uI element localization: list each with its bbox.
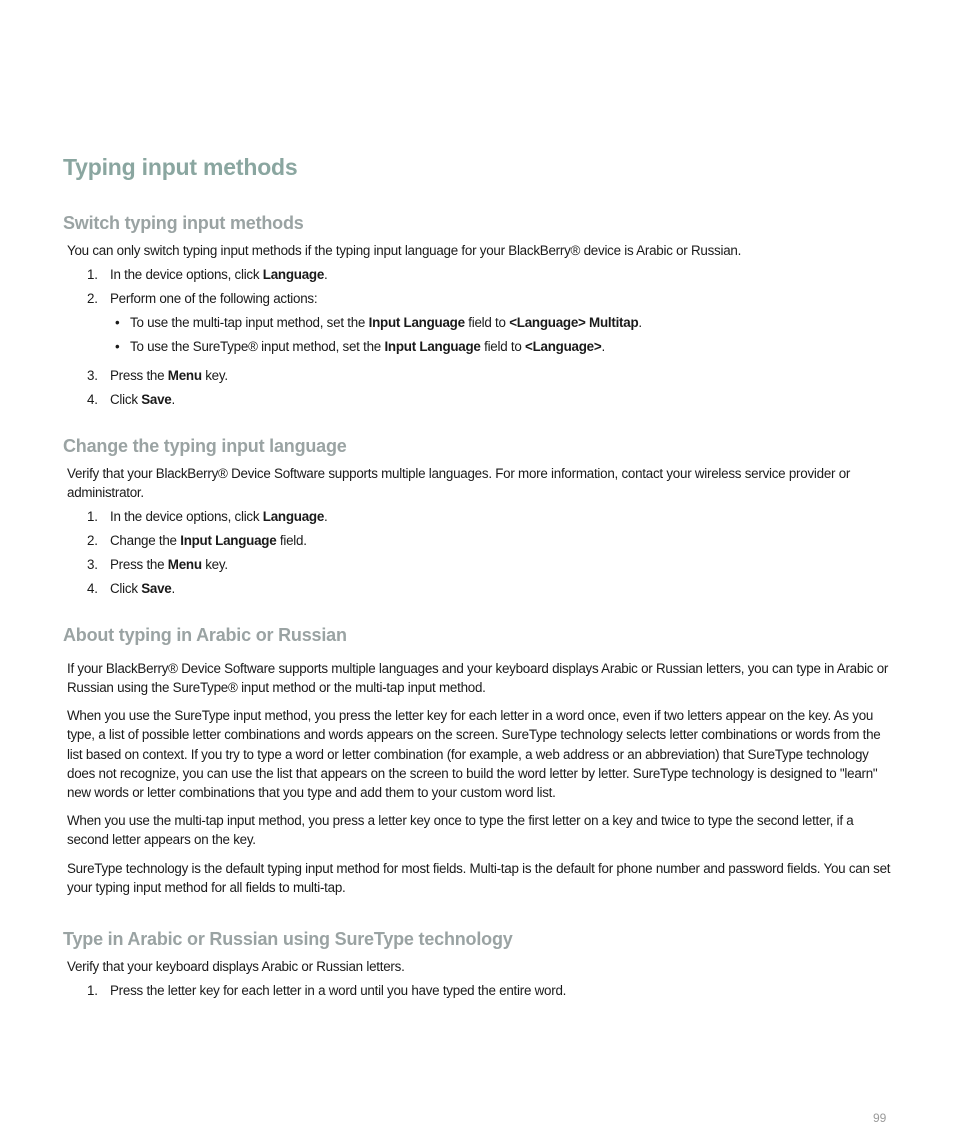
about-paragraph-4: SureType technology is the default typing input method for most fields. Multi-tap is the default for phone number and password fields. You can set your typing input method for all fields to multi-tap.	[67, 861, 891, 896]
step-number: 2.	[87, 533, 98, 548]
about-paragraph-3: When you use the multi-tap input method, you press a letter key once to type the first letter on a key and twice to type the second letter, if a second letter appears on the key.	[67, 813, 854, 848]
step-text: Press the	[110, 557, 168, 572]
step-text: In the device options, click	[110, 509, 263, 524]
step-bold: Save	[141, 581, 172, 596]
step-text: key.	[201, 368, 228, 383]
step-text: Press the letter key for each letter in a word until you have typed the entire word.	[110, 983, 567, 998]
heading-change-typing-input-language: Change the typing input language	[63, 436, 347, 456]
bullet-bold: Input Language	[384, 339, 481, 354]
step-text: .	[171, 392, 175, 407]
step-text: Press the	[110, 368, 168, 383]
switch-bullet-1	[115, 313, 895, 332]
heading-switch-typing-input-methods: Switch typing input methods	[63, 213, 304, 233]
step-text: Perform one of the following actions:	[110, 291, 318, 306]
bullet-text: field to	[480, 339, 526, 354]
step-text: .	[324, 267, 328, 282]
change-intro: Verify that your BlackBerry® Device Software supports multiple languages. For more information, contact your wireless service provider or administrator.	[67, 466, 851, 501]
step-text: field.	[276, 533, 307, 548]
bullet-text: field to	[464, 315, 510, 330]
step-bold: Language	[262, 267, 325, 282]
switch-step-3	[87, 366, 887, 385]
step-number: 4.	[87, 581, 98, 596]
bullet-text: .	[638, 315, 642, 330]
step-bold: Menu	[167, 557, 202, 572]
page-title: Typing input methods	[63, 154, 298, 180]
step-number: 3.	[87, 368, 98, 383]
bullet-bold: <Language> Multitap	[509, 315, 639, 330]
switch-step-1	[87, 265, 887, 284]
step-number: 1.	[87, 267, 98, 282]
bullet-dot: •	[115, 339, 120, 354]
switch-intro: You can only switch typing input methods if the typing input language for your BlackBerry® device is Arabic or Russian.	[67, 243, 742, 258]
step-text: .	[171, 581, 175, 596]
type-intro: Verify that your keyboard displays Arabic or Russian letters.	[67, 959, 405, 974]
step-bold: Language	[262, 509, 325, 524]
step-text: Click	[110, 581, 142, 596]
step-text: .	[324, 509, 328, 524]
page-number: 99	[873, 1111, 887, 1125]
step-bold: Save	[141, 392, 172, 407]
bullet-bold: <Language>	[525, 339, 602, 354]
change-step-1	[87, 507, 887, 526]
bullet-bold: Input Language	[368, 315, 465, 330]
about-paragraph-2: When you use the SureType input method, you press the letter key for each letter in a word once, even if two letters appear on the key. As you type, a list of possible letter combinations and words appears on the screen. SureType technology selects letter combinations or words from the list based on context. If you try to type a word or letter combination (for example, a web address or an abbreviation) that SureType technology does not recognize, you can use the list that appears on the screen to build the word letter by letter. SureType technology is designed to "learn" new words or letter combinations that you type and add them to your custom word list.	[67, 708, 881, 801]
step-text: key.	[201, 557, 228, 572]
step-number: 4.	[87, 392, 98, 407]
bullet-text: .	[601, 339, 605, 354]
switch-bullet-2	[115, 337, 895, 356]
heading-type-arabic-russian-suretype: Type in Arabic or Russian using SureType technology	[63, 929, 513, 949]
step-text: In the device options, click	[110, 267, 263, 282]
bullet-text: To use the multi-tap input method, set the	[130, 315, 369, 330]
change-step-3	[87, 555, 887, 574]
bullet-text: To use the SureType® input method, set the	[130, 339, 385, 354]
step-text: Change the	[110, 533, 181, 548]
step-number: 1.	[87, 983, 98, 998]
step-text: Click	[110, 392, 142, 407]
switch-step-4	[87, 390, 887, 409]
step-number: 2.	[87, 291, 98, 306]
step-number: 1.	[87, 509, 98, 524]
about-paragraph-1: If your BlackBerry® Device Software supports multiple languages and your keyboard displays Arabic or Russian letters, you can type in Arabic or Russian using the SureType® input method or the multi-tap input method.	[67, 661, 889, 696]
heading-about-typing-arabic-russian: About typing in Arabic or Russian	[63, 625, 347, 645]
bullet-dot: •	[115, 315, 120, 330]
type-step-1	[87, 981, 887, 1000]
change-step-4	[87, 579, 887, 598]
switch-step-2	[87, 289, 887, 308]
step-number: 3.	[87, 557, 98, 572]
step-bold: Input Language	[180, 533, 277, 548]
change-step-2	[87, 531, 887, 550]
step-bold: Menu	[167, 368, 202, 383]
